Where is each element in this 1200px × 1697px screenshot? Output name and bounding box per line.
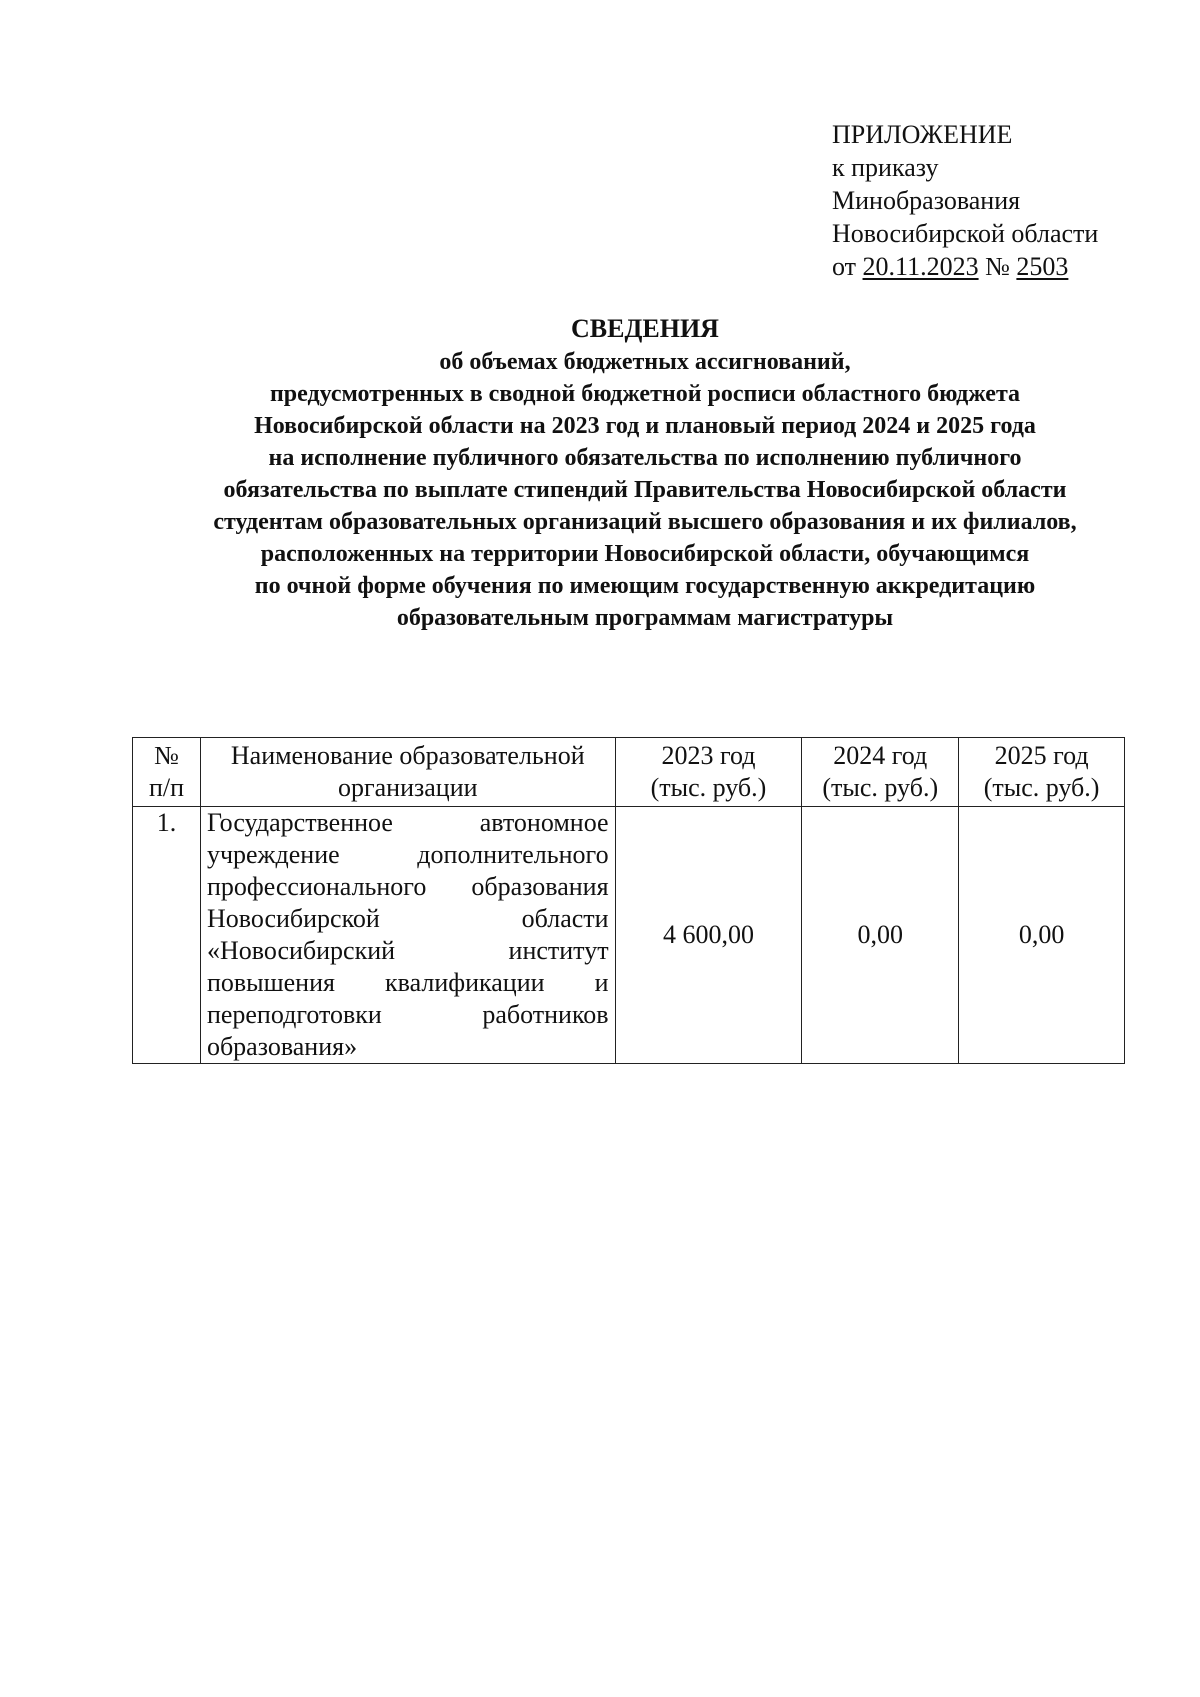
header-2023-line1: 2023 год [661,741,756,770]
header-num-line2: п/п [148,773,184,802]
header-org-line1: Наименование образовательной [230,741,585,770]
annex-number: 2503 [1016,252,1069,281]
annex-line-region: Новосибирской области [832,219,1099,248]
header-org [200,738,615,807]
heading-line: обязательства по выплате стипендий Правительства Новосибирской области [223,477,1067,503]
budget-table [132,737,1125,1064]
table-row [133,807,1125,1064]
annex-date-prefix: от [832,252,863,281]
row-num: 1. [133,807,201,1064]
row-value-2023: 4 600,00 [615,807,802,1064]
annex-line-order: к приказу [832,153,939,182]
document-heading [120,312,1170,634]
header-org-line2: организации [337,773,478,802]
annex-line-ministry: Минобразования [832,186,1021,215]
heading-line: студентам образовательных организаций высшего образования и их филиалов, [213,509,1077,535]
annex-date-line [832,250,1098,283]
heading-line: расположенных на территории Новосибирской области, обучающимся [260,541,1030,567]
annex-number-prefix: № [978,252,1017,281]
heading-line: на исполнение публичного обязательства по исполнению публичного [268,445,1022,471]
document-title: СВЕДЕНИЯ [571,314,719,343]
heading-line: образовательным программам магистратуры [396,605,894,631]
annex-title: ПРИЛОЖЕНИЕ [832,120,1013,149]
header-2023-line2: (тыс. руб.) [650,773,767,802]
header-num [133,738,201,807]
header-2025 [959,738,1125,807]
annex-block [832,118,1098,283]
heading-line: об объемах бюджетных ассигнований, [439,349,851,375]
heading-line: по очной форме обучения по имеющим государственную аккредитацию [254,573,1036,599]
header-2025-line1: 2025 год [994,741,1089,770]
annex-date: 20.11.2023 [862,252,979,281]
header-num-line1: № [154,741,179,770]
row-org-name: Государственное автономное учреждение дополнительного профессионального образования Новосибирской области «Новосибирский институт повышения квалификации и переподготовки работников образования» [200,807,615,1064]
heading-line: Новосибирской области на 2023 год и плановый период 2024 и 2025 года [254,413,1036,439]
header-2024-line2: (тыс. руб.) [822,773,939,802]
table-header-row [133,738,1125,807]
header-2025-line2: (тыс. руб.) [983,773,1100,802]
header-2024 [802,738,959,807]
row-value-2025: 0,00 [959,807,1125,1064]
row-value-2024: 0,00 [802,807,959,1064]
heading-line: предусмотренных в сводной бюджетной росписи областного бюджета [269,381,1021,407]
header-2023 [615,738,802,807]
header-2024-line1: 2024 год [833,741,928,770]
